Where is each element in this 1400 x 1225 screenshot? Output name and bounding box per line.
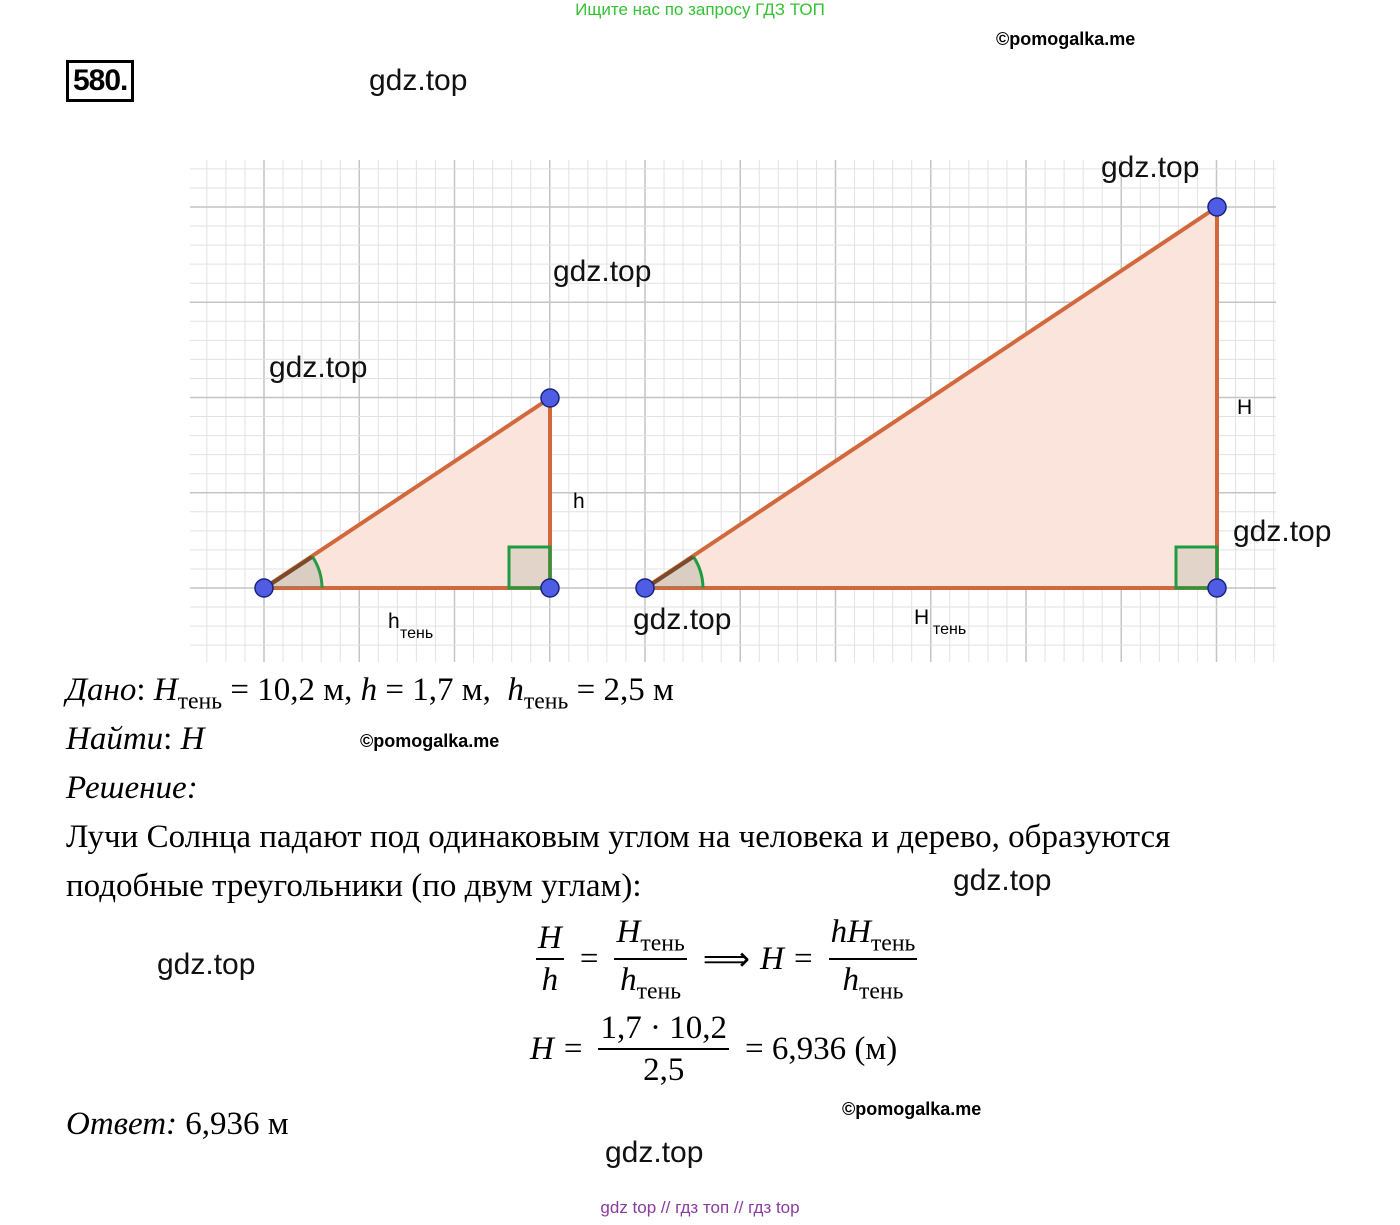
given-line: Дано: $H_{тень} = 10,2$ м, h = 1,7 м, $h_{тень} = 2,5$ м [66,672,674,715]
vertex-small-a [255,579,273,597]
problem-number: 580. [66,60,134,102]
eq-sign: = [579,940,599,977]
given-h: h [360,672,378,708]
given-h-shadow: h [507,672,524,708]
given-h-shadow-value: = 2,5 м [576,672,674,708]
fraction-shadows: $\frac{H_{тень}}{h_{тень}}$ [616,914,685,1005]
given-h-shadow-sub: тень [523,688,569,715]
watermark: gdz.top [553,255,652,288]
fraction-numeric: $\frac{1,7 \cdot 10,2}{2,5}$ [600,1010,727,1089]
eq-sign: = [793,940,813,977]
large-height-label: H [1237,396,1253,419]
watermark: gdz.top [1101,151,1200,184]
vertex-large-a [636,579,654,597]
find-line: Найти: H [66,721,205,757]
formula-H-2: H [530,1030,554,1067]
computation-formula [530,1010,907,1089]
answer-value: 6,936 м [185,1106,289,1142]
implies-sign: ⟹ [702,942,751,979]
vertex-large-c [1208,198,1226,216]
footer-links[interactable]: gdz top // гдз топ // гдз top [600,1198,800,1217]
copyright-bottom: ©pomogalka.me [842,1099,982,1119]
watermark: gdz.top [953,864,1052,897]
watermark: gdz.top [269,351,368,384]
eq-sign: = [563,1030,583,1067]
small-shadow-sub: тень [400,625,434,642]
watermark: gdz.top [605,1136,704,1169]
find-value: H [180,721,205,757]
solution-label: Решение: [66,770,198,806]
watermark: gdz.top [369,64,468,97]
vertex-large-b [1208,579,1226,597]
small-shadow-label: h [388,610,400,633]
watermark: gdz.top [1233,515,1332,548]
large-shadow-label: H [914,606,930,629]
given-H-value: = 10,2 м, [230,672,353,708]
copyright-mid: ©pomogalka.me [360,731,500,751]
given-H: H [153,672,178,708]
given-H-sub: тень [177,688,223,715]
fraction-H-over-h: $\frac{H}{h}$ [538,920,562,999]
vertex-small-c [541,389,559,407]
find-label: Найти [66,721,164,757]
answer-line [66,1106,289,1143]
small-height-label: h [573,490,585,513]
answer-label: Ответ: [66,1106,178,1142]
watermark: gdz.top [633,603,732,636]
solution-line-2: подобные треугольники (по двум углам): [66,868,642,904]
result: = 6,936 (м) [744,1030,898,1067]
given-label: Дано [66,672,137,708]
fraction-solve: $\frac{hH_{тень}}{h_{тень}}$ [830,914,916,1005]
solution-line-1: Лучи Солнца падают под одинаковым углом на человека и дерево, образуются [66,819,1171,855]
proportion-formula [530,914,923,1005]
top-note: Ищите нас по запросу ГДЗ ТОП [575,0,825,19]
formula-H: H [760,940,784,977]
copyright-top: ©pomogalka.me [996,29,1136,49]
large-shadow-sub: тень [933,621,967,638]
watermark: gdz.top [157,948,256,981]
vertex-small-b [541,579,559,597]
given-h-value: = 1,7 м, [385,672,491,708]
